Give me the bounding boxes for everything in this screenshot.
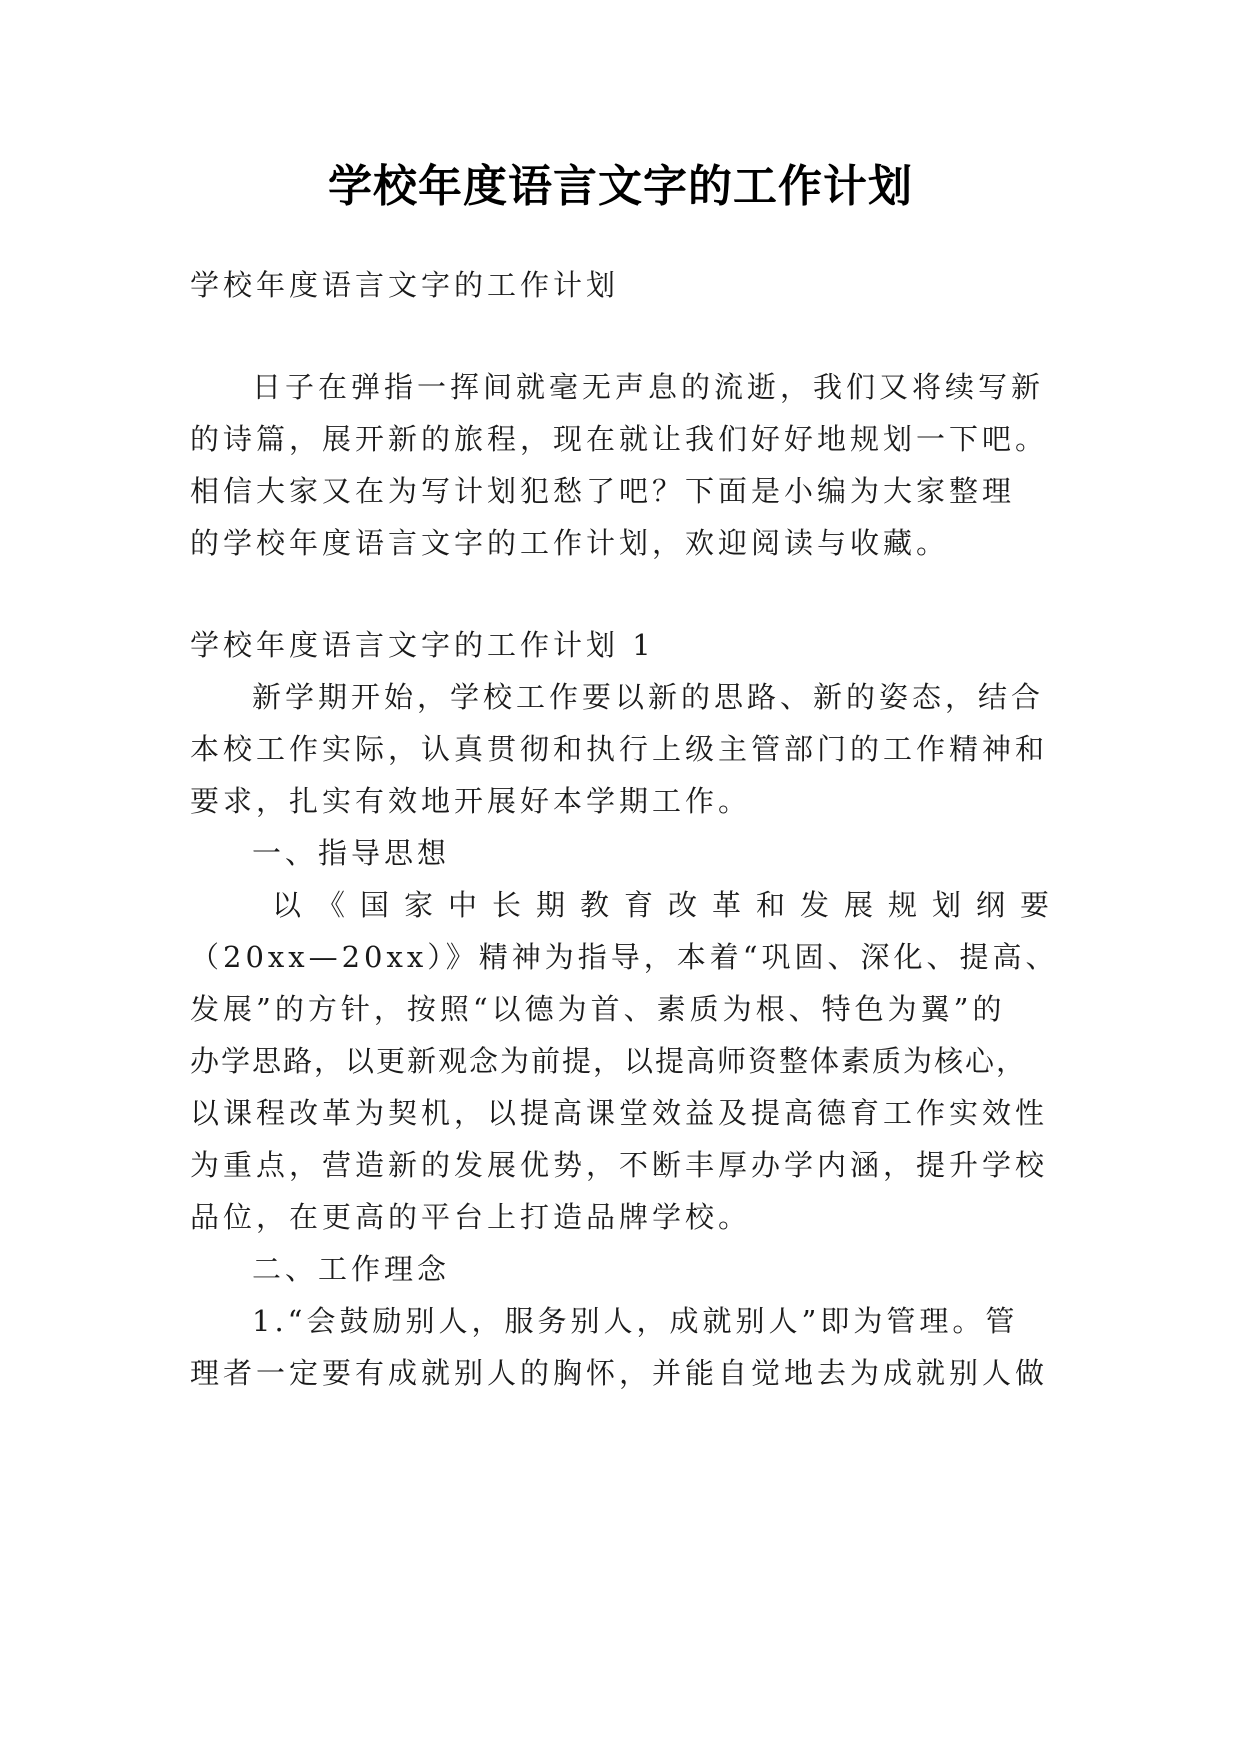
heading-guiding-thought: 一、指导思想 — [252, 836, 451, 870]
guiding-line-3: 发展”的方针，按照“以德为首、素质为根、特色为翼”的 — [190, 992, 1006, 1026]
guiding-line-6: 为重点，营造新的发展优势，不断丰厚办学内涵，提升学校 — [190, 1148, 1049, 1182]
intro-line-4: 的学校年度语言文字的工作计划，欢迎阅读与收藏。 — [190, 526, 950, 560]
heading-work-concept: 二、工作理念 — [252, 1252, 451, 1286]
section1-line-3: 要求，扎实有效地开展好本学期工作。 — [190, 784, 752, 818]
intro-line-3: 相信大家又在为写计划犯愁了吧？下面是小编为大家整理 — [190, 474, 1016, 508]
guiding-line-4: 办学思路，以更新观念为前提，以提高师资整体素质为核心， — [190, 1044, 1028, 1078]
section1-line-1: 新学期开始，学校工作要以新的思路、新的姿态，结合 — [252, 680, 1045, 714]
guiding-line-1: 以《国家中长期教育改革和发展规划纲要 — [272, 888, 1065, 922]
intro-line-1: 日子在弹指一挥间就毫无声息的流逝，我们又将续写新 — [252, 370, 1045, 404]
section-heading-1: 学校年度语言文字的工作计划 1 — [190, 628, 655, 662]
guiding-line-5: 以课程改革为契机，以提高课堂效益及提高德育工作实效性 — [190, 1096, 1049, 1130]
guiding-line-2: （20xx—20xx）》精神为指导，本着“巩固、深化、提高、 — [190, 940, 1059, 974]
concept-line-1: 1.“会鼓励别人，服务别人，成就别人”即为管理。管 — [252, 1304, 1019, 1338]
document-title: 学校年度语言文字的工作计划 — [328, 161, 913, 212]
guiding-line-7: 品位，在更高的平台上打造品牌学校。 — [190, 1200, 752, 1234]
intro-line-2: 的诗篇，展开新的旅程，现在就让我们好好地规划一下吧。 — [190, 422, 1049, 456]
document-subtitle: 学校年度语言文字的工作计划 — [190, 268, 620, 302]
section1-line-2: 本校工作实际，认真贯彻和执行上级主管部门的工作精神和 — [190, 732, 1049, 766]
concept-line-2: 理者一定要有成就别人的胸怀，并能自觉地去为成就别人做 — [190, 1356, 1049, 1390]
